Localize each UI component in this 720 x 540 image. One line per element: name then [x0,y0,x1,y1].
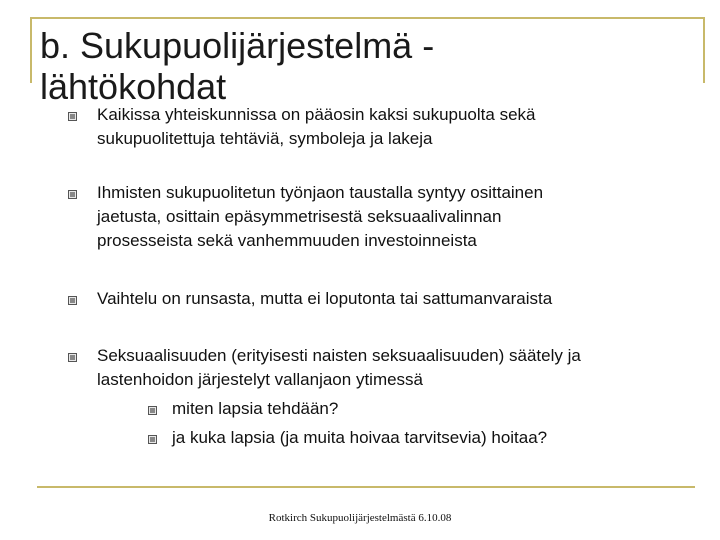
square-bullet-icon [68,190,77,199]
slide-title-line-2: lähtökohdat [40,66,227,107]
bullet-text-line: Seksuaalisuuden (erityisesti naisten seksuaalisuuden) säätely ja [97,346,581,365]
bullet-text-line: jaetusta, osittain epäsymmetrisestä seksuaalivalinnan [97,207,502,226]
slide-title [40,26,434,107]
bullet-text-line: sukupuolitettuja tehtäviä, symboleja ja lakeja [97,129,433,148]
square-bullet-icon [68,112,77,121]
slide-title-line-1: b. Sukupuolijärjestelmä - [40,25,435,66]
bullet-text-line: prosesseista sekä vanhemmuuden investoinneista [97,231,477,250]
sub-bullet-text: ja kuka lapsia (ja muita hoivaa tarvitsevia) hoitaa? [172,428,548,447]
sub-bullet-text: miten lapsia tehdään? [172,399,339,418]
square-bullet-icon [68,353,77,362]
frame-left-rule [30,17,32,83]
bullet-text-line: Ihmisten sukupuolitetun työnjaon taustalla syntyy osittainen [97,183,544,202]
square-bullet-icon [148,435,157,444]
bullet-text-line: Kaikissa yhteiskunnissa on pääosin kaksi sukupuolta sekä [97,105,536,124]
slide-footer: Rotkirch Sukupuolijärjestelmästä 6.10.08 [268,512,452,524]
footer-rule [37,486,695,488]
frame-top-rule [30,17,705,19]
bullet-text-line: Vaihtelu on runsasta, mutta ei loputonta tai sattumanvaraista [97,289,553,308]
bullet-text-line: lastenhoidon järjestelyt vallanjaon ytimessä [97,370,424,389]
square-bullet-icon [148,406,157,415]
square-bullet-icon [68,296,77,305]
frame-right-rule [703,17,705,83]
